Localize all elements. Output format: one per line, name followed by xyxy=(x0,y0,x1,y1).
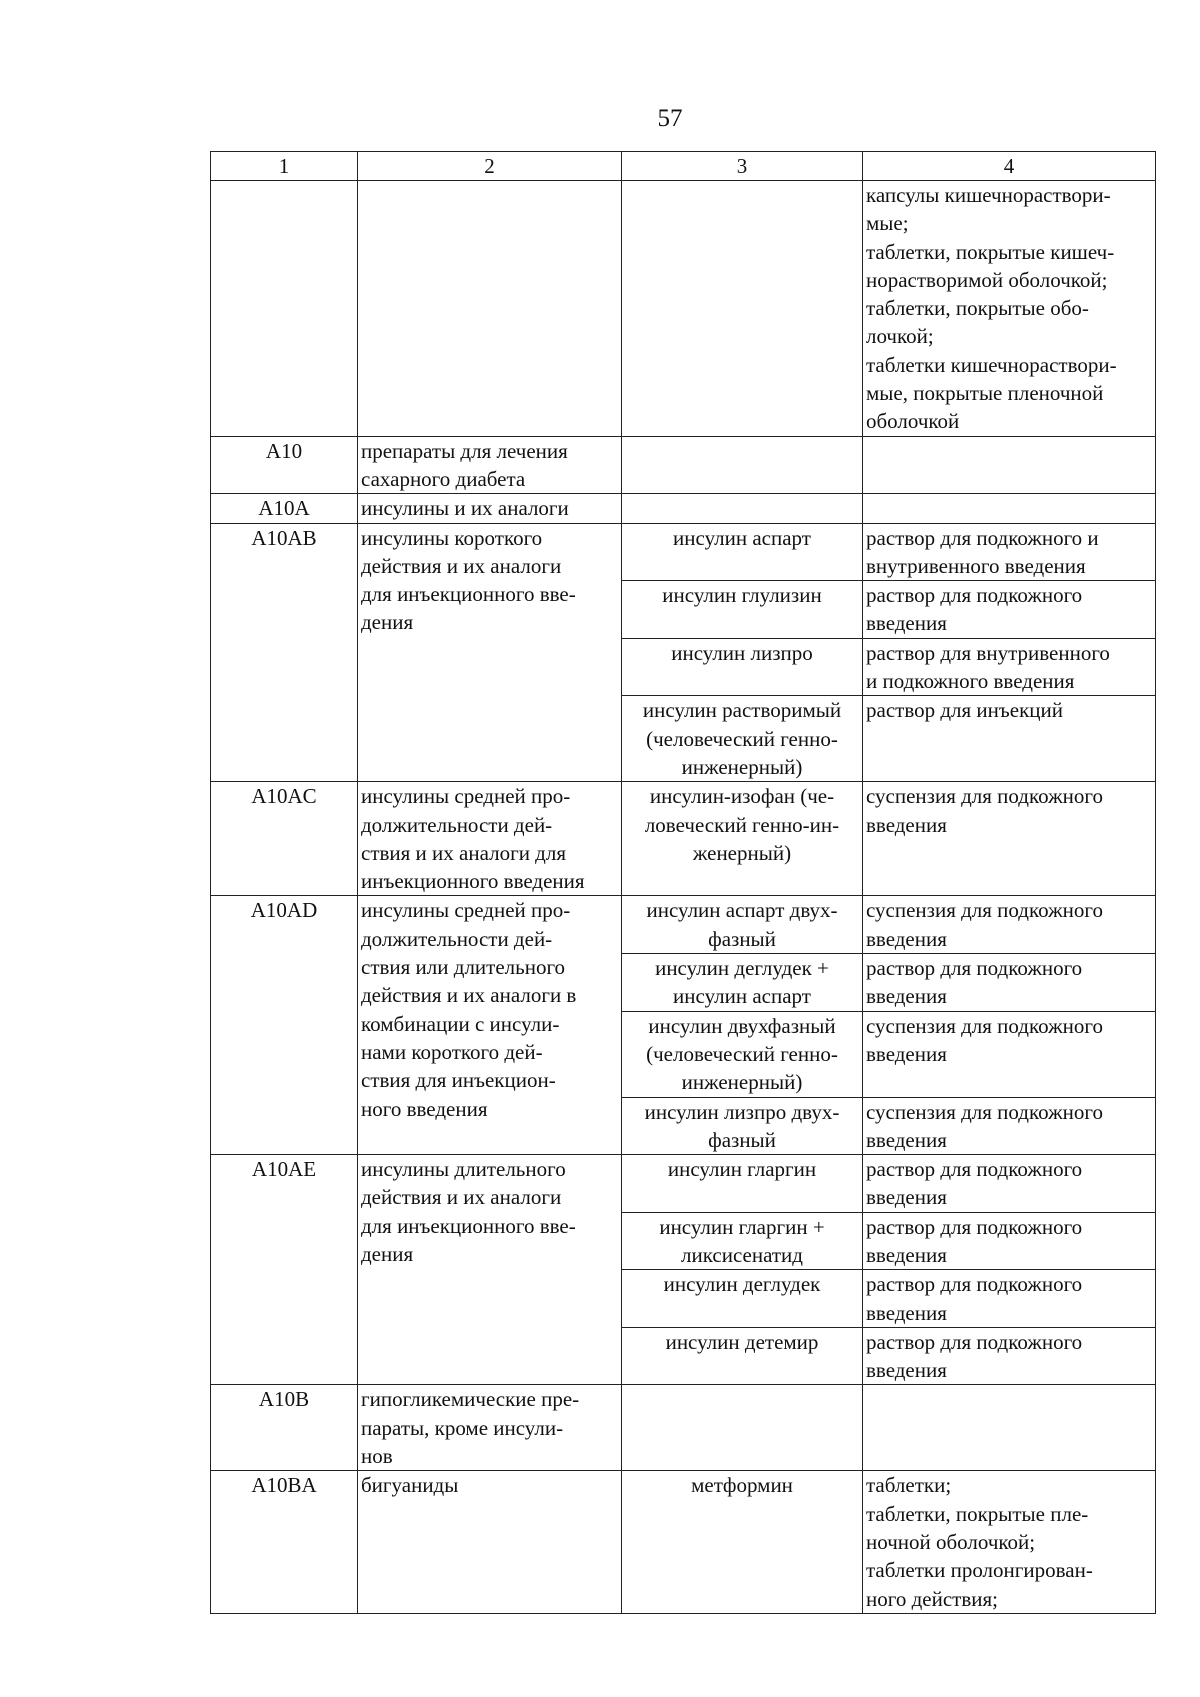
text-line: (человеческий генно- xyxy=(646,726,838,751)
group-name-cell xyxy=(358,523,622,782)
medicines-table xyxy=(210,151,1156,1614)
group-name-cell xyxy=(358,1155,622,1385)
table-row xyxy=(211,1155,1156,1213)
text-line: инсулины средней про- xyxy=(361,784,571,809)
page-number: 57 xyxy=(657,105,683,132)
text-line: раствор для подкожного и xyxy=(866,525,1099,550)
text-line: ночной оболочкой; xyxy=(866,1529,1036,1554)
text-line: таблетки, покрытые пле- xyxy=(866,1501,1089,1526)
text-line: инсулин аспарт xyxy=(673,984,811,1009)
text-line: введения xyxy=(866,1185,947,1210)
text-line: ствия или длительного xyxy=(361,955,566,980)
text-line: введения xyxy=(866,812,947,837)
dosage-form-cell xyxy=(863,436,1156,494)
text-line: введения xyxy=(866,611,947,636)
text-line: раствор для подкожного xyxy=(866,1157,1083,1182)
header-cell-3: 3 xyxy=(622,152,863,181)
text-line: ловеческий генно-ин- xyxy=(644,812,840,837)
drug-name-cell xyxy=(622,896,863,954)
text-line: инсулин двухфазный xyxy=(648,1013,836,1038)
text-line: ствия для инъекцион- xyxy=(361,1068,556,1093)
text-line: суспензия для подкожного xyxy=(866,898,1103,923)
group-name-cell xyxy=(358,1385,622,1471)
text-line: таблетки кишечнораствори- xyxy=(866,352,1117,377)
text-line: препараты для лечения xyxy=(361,438,568,463)
text-line: инсулин растворимый xyxy=(642,698,842,723)
text-line: инсулин гларгин xyxy=(667,1157,817,1182)
text-line: параты, кроме инсули- xyxy=(361,1415,564,1440)
text-line: введения xyxy=(866,1242,947,1267)
group-name-cell xyxy=(358,1471,622,1613)
drug-name-cell xyxy=(622,181,863,437)
table-row xyxy=(211,494,1156,523)
text-line: инсулин детемир xyxy=(665,1329,819,1354)
atc-code-cell: A10 xyxy=(211,436,358,494)
drug-name-cell xyxy=(622,581,863,639)
dosage-form-cell xyxy=(863,523,1156,581)
text-line: инсулин лизпро двух- xyxy=(644,1099,840,1124)
header-cell-1: 1 xyxy=(211,152,358,181)
dosage-form-cell xyxy=(863,1212,1156,1270)
table-body xyxy=(211,181,1156,1614)
header-cell-2: 2 xyxy=(358,152,622,181)
group-name-cell xyxy=(358,782,622,896)
text-line: женерный) xyxy=(692,840,792,865)
atc-code-cell: A10B xyxy=(211,1385,358,1471)
dosage-form-cell xyxy=(863,1327,1156,1385)
text-line: действия и их аналоги в xyxy=(361,983,577,1008)
text-line: бигуаниды xyxy=(361,1473,459,1498)
drug-name-cell xyxy=(622,1011,863,1097)
text-line: суспензия для подкожного xyxy=(866,1013,1103,1038)
text-line: таблетки, покрытые кишеч- xyxy=(866,239,1115,264)
text-line: (человеческий генно- xyxy=(646,1041,838,1066)
header-row xyxy=(211,152,1156,181)
text-line: ликсисенатид xyxy=(681,1242,803,1267)
drug-name-cell xyxy=(622,954,863,1012)
atc-code-cell: A10AD xyxy=(211,896,358,1155)
table-row xyxy=(211,181,1156,437)
text-line: введения xyxy=(866,1041,947,1066)
text-line: мые; xyxy=(866,211,909,236)
text-line: фазный xyxy=(708,926,776,951)
text-line: лочкой; xyxy=(866,324,934,349)
text-line: введения xyxy=(866,1300,947,1325)
text-line: введения xyxy=(866,984,947,1009)
dosage-form-cell xyxy=(863,1385,1156,1471)
text-line: раствор для инъекций xyxy=(866,698,1063,723)
text-line: инсулин-изофан (че- xyxy=(649,784,835,809)
table-row xyxy=(211,1385,1156,1471)
drug-name-cell xyxy=(622,1385,863,1471)
dosage-form-cell xyxy=(863,638,1156,696)
text-line: комбинации с инсули- xyxy=(361,1011,560,1036)
text-line: инсулин глулизин xyxy=(662,583,822,608)
text-line: таблетки; xyxy=(866,1473,952,1498)
drug-name-cell xyxy=(622,696,863,782)
text-line: ного действия; xyxy=(866,1586,998,1611)
group-name-cell xyxy=(358,436,622,494)
text-line: раствор для подкожного xyxy=(866,1214,1083,1239)
text-line: инсулин лизпро xyxy=(671,640,813,665)
text-line: действия и их аналоги xyxy=(361,553,562,578)
text-line: раствор для подкожного xyxy=(866,956,1083,981)
text-line: инъекционного введения xyxy=(361,869,585,894)
table-row xyxy=(211,436,1156,494)
text-line: нами короткого дей- xyxy=(361,1039,543,1064)
text-line: капсулы кишечнораствори- xyxy=(866,183,1111,207)
text-line: раствор для подкожного xyxy=(866,1272,1083,1297)
table-row xyxy=(211,782,1156,896)
text-line: для инъекционного вве- xyxy=(361,1213,576,1238)
drug-name-cell xyxy=(622,523,863,581)
dosage-form-cell xyxy=(863,181,1156,437)
text-line: инсулины и их аналоги xyxy=(361,496,569,521)
text-line: введения xyxy=(866,1127,947,1152)
text-line: для инъекционного вве- xyxy=(361,582,576,607)
text-line: оболочкой xyxy=(866,409,960,434)
drug-name-cell xyxy=(622,1471,863,1613)
text-line: ного введения xyxy=(361,1096,488,1121)
drug-name-cell xyxy=(622,1270,863,1328)
atc-code-cell: A10A xyxy=(211,494,358,523)
text-line: и подкожного введения xyxy=(866,669,1075,694)
atc-code-cell: A10AB xyxy=(211,523,358,782)
text-line: дения xyxy=(361,1241,414,1266)
text-line: инсулин аспарт двух- xyxy=(646,898,838,923)
table-row xyxy=(211,523,1156,581)
text-line: сахарного диабета xyxy=(361,466,526,491)
text-line: суспензия для подкожного xyxy=(866,784,1103,809)
dosage-form-cell xyxy=(863,696,1156,782)
text-line: инсулины средней про- xyxy=(361,898,571,923)
drug-name-cell xyxy=(622,1097,863,1155)
atc-code-cell: A10AC xyxy=(211,782,358,896)
dosage-form-cell xyxy=(863,1097,1156,1155)
group-name-cell xyxy=(358,494,622,523)
drug-name-cell xyxy=(622,782,863,896)
table-row xyxy=(211,896,1156,954)
text-line: мые, покрытые пленочной xyxy=(866,381,1104,406)
dosage-form-cell xyxy=(863,896,1156,954)
drug-name-cell xyxy=(622,436,863,494)
atc-code-cell xyxy=(211,181,358,437)
table-row xyxy=(211,1471,1156,1613)
atc-code-cell: A10AE xyxy=(211,1155,358,1385)
dosage-form-cell xyxy=(863,954,1156,1012)
drug-name-cell xyxy=(622,1327,863,1385)
group-name-cell xyxy=(358,181,622,437)
text-line: инженерный) xyxy=(681,1070,803,1095)
text-line: дения xyxy=(361,610,414,635)
text-line: метформин xyxy=(691,1473,793,1498)
atc-code-cell: A10BA xyxy=(211,1471,358,1613)
text-line: ствия и их аналоги для xyxy=(361,840,567,865)
drug-name-cell xyxy=(622,1155,863,1213)
drug-name-cell xyxy=(622,638,863,696)
text-line: инсулин гларгин + xyxy=(659,1214,825,1239)
dosage-form-cell xyxy=(863,581,1156,639)
dosage-form-cell xyxy=(863,1270,1156,1328)
text-line: инсулины длительного xyxy=(361,1157,566,1182)
text-line: раствор для подкожного xyxy=(866,1329,1083,1354)
dosage-form-cell xyxy=(863,782,1156,896)
text-line: инсулин деглудек + xyxy=(655,956,829,981)
dosage-form-cell xyxy=(863,1471,1156,1613)
header-cell-4: 4 xyxy=(863,152,1156,181)
text-line: фазный xyxy=(708,1127,776,1152)
drug-name-cell xyxy=(622,494,863,523)
text-line: инсулин аспарт xyxy=(673,525,811,550)
text-line: суспензия для подкожного xyxy=(866,1099,1103,1124)
text-line: таблетки пролонгирован- xyxy=(866,1558,1093,1583)
text-line: раствор для внутривенного xyxy=(866,640,1110,665)
text-line: внутривенного введения xyxy=(866,553,1086,578)
text-line: инсулин деглудек xyxy=(663,1272,821,1297)
text-line: раствор для подкожного xyxy=(866,583,1083,608)
dosage-form-cell xyxy=(863,1011,1156,1097)
drug-name-cell xyxy=(622,1212,863,1270)
dosage-form-cell xyxy=(863,494,1156,523)
text-line: инсулины короткого xyxy=(361,525,543,550)
text-line: нов xyxy=(361,1444,393,1469)
text-line: гипогликемические пре- xyxy=(361,1387,580,1412)
group-name-cell xyxy=(358,896,622,1155)
dosage-form-cell xyxy=(863,1155,1156,1213)
text-line: инженерный) xyxy=(681,754,803,779)
text-line: действия и их аналоги xyxy=(361,1185,562,1210)
text-line: должительности дей- xyxy=(361,926,553,951)
text-line: таблетки, покрытые обо- xyxy=(866,296,1089,321)
text-line: введения xyxy=(866,1358,947,1383)
text-line: норастворимой оболочкой; xyxy=(866,267,1108,292)
text-line: введения xyxy=(866,926,947,951)
text-line: должительности дей- xyxy=(361,812,553,837)
